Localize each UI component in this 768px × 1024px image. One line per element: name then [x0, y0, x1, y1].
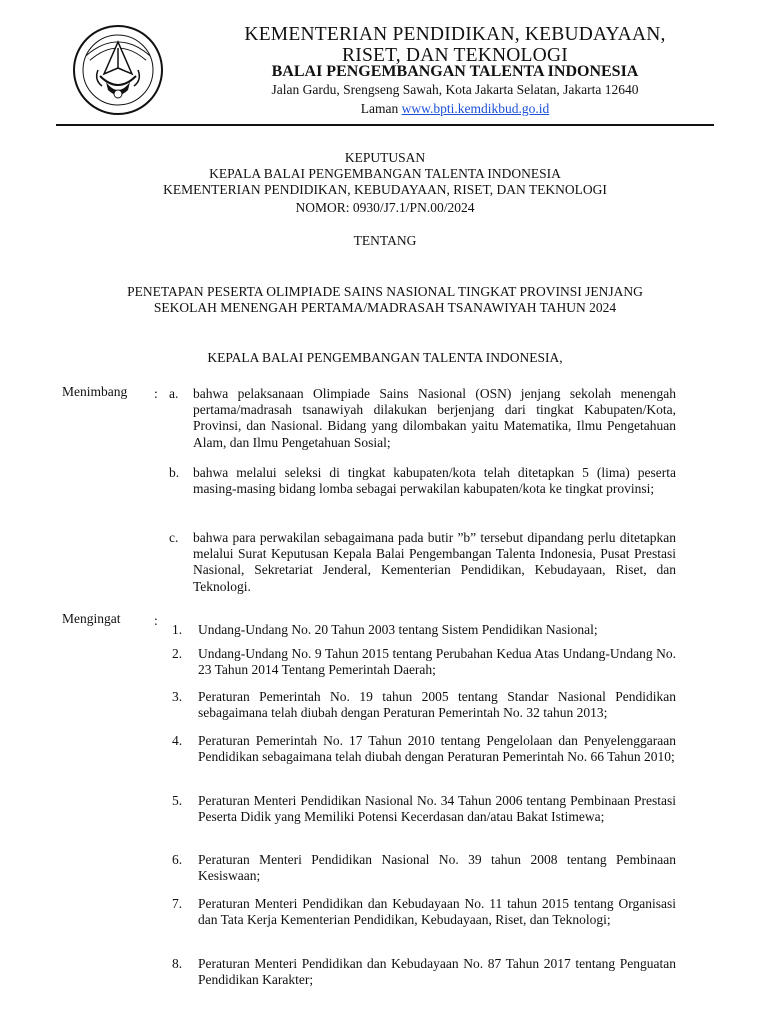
institution-name: BALAI PENGEMBANGAN TALENTA INDONESIA [271, 63, 639, 80]
mengingat-item-1: Undang-Undang No. 20 Tahun 2003 tentang Sistem Pendidikan Nasional; [198, 622, 598, 637]
menimbang-item-a: bahwa pelaksanaan Olimpiade Sains Nasional (OSN) jenjang sekolah menengah pertama/madrasah tsanawiyah dilakukan berjenjang dari tingkat Kabupaten/Kota, Provinsi, dan Nasional. Bidang yang dilombakan yaitu Matematika, Ilmu Pengetahuan Alam, dan Ilmu Pengetahuan Sosial; [193, 386, 676, 450]
website-link[interactable]: www.bpti.kemdikbud.go.id [401, 101, 550, 116]
menimbang-mark-c: c. [169, 530, 179, 545]
mengingat-item-5: Peraturan Menteri Pendidikan Nasional No. 34 Tahun 2006 tentang Pembinaan Prestasi Peserta Didik yang Memiliki Potensi Kecerdasan dan/atau Bakat Istimewa; [198, 793, 676, 825]
institution-address: Jalan Gardu, Srengseng Sawah, Kota Jakarta Selatan, Jakarta 12640 [271, 82, 639, 97]
mengingat-colon: : [154, 613, 158, 628]
decree-authority: KEPALA BALAI PENGEMBANGAN TALENTA INDONESIA, [207, 350, 563, 365]
ministry-name [200, 24, 710, 66]
menimbang-item-b: bahwa melalui seleksi di tingkat kabupaten/kota telah ditetapkan 5 (lima) peserta masing-masing bidang lomba sebagai perwakilan kabupaten/kota ke tingkat provinsi; [193, 465, 676, 497]
ministry-line-2: RISET, DAN TEKNOLOGI [342, 45, 568, 66]
menimbang-item-c: bahwa para perwakilan sebagaimana pada butir ”b” tersebut dipandang perlu ditetapkan melalui Surat Keputusan Kepala Balai Pengembangan Talenta Indonesia, Pusat Prestasi Nasional, Sekretariat Jenderal, Kementerian Pendidikan, Kebudayaan, Riset, dan Teknologi. [193, 530, 676, 594]
ministry-line-1: KEMENTERIAN PENDIDIKAN, KEBUDAYAAN, [244, 24, 666, 45]
mengingat-num-5: 5. [172, 793, 183, 808]
mengingat-num-2: 2. [172, 646, 183, 661]
decree-subject-1: PENETAPAN PESERTA OLIMPIADE SAINS NASIONAL TINGKAT PROVINSI JENJANG [127, 284, 643, 299]
decree-title: KEPUTUSAN [344, 150, 426, 165]
mengingat-item-7: Peraturan Menteri Pendidikan dan Kebudayaan No. 11 tahun 2015 tentang Organisasi dan Tata Kerja Kementerian Pendidikan, Kebudayaan, Riset, dan Teknologi; [198, 896, 676, 928]
mengingat-item-2: Undang-Undang No. 9 Tahun 2015 tentang Perubahan Kedua Atas Undang-Undang No. 23 Tahun 2014 Tentang Pemerintah Daerah; [198, 646, 676, 678]
mengingat-label: Mengingat [62, 611, 121, 626]
website-prefix: Laman [360, 101, 399, 116]
menimbang-mark-b: b. [169, 465, 180, 480]
decree-number: NOMOR: 0930/J7.1/PN.00/2024 [295, 200, 475, 215]
mengingat-num-1: 1. [172, 622, 183, 637]
mengingat-item-8: Peraturan Menteri Pendidikan dan Kebudayaan No. 87 Tahun 2017 tentang Penguatan Pendidikan Karakter; [198, 956, 676, 988]
mengingat-item-6: Peraturan Menteri Pendidikan Nasional No. 39 tahun 2008 tentang Pembinaan Kesiswaan; [198, 852, 676, 884]
menimbang-mark-a: a. [169, 386, 179, 401]
mengingat-num-3: 3. [172, 689, 183, 704]
institution-website [200, 100, 710, 118]
menimbang-colon: : [154, 386, 158, 401]
menimbang-label: Menimbang [62, 384, 128, 399]
decree-subject-2: SEKOLAH MENENGAH PERTAMA/MADRASAH TSANAWIYAH TAHUN 2024 [153, 300, 617, 315]
mengingat-num-7: 7. [172, 896, 183, 911]
mengingat-num-6: 6. [172, 852, 183, 867]
mengingat-num-4: 4. [172, 733, 183, 748]
decree-issuer-1: KEPALA BALAI PENGEMBANGAN TALENTA INDONESIA [209, 166, 561, 181]
decree-about-label: TENTANG [353, 233, 417, 248]
mengingat-item-3: Peraturan Pemerintah No. 19 tahun 2005 tentang Standar Nasional Pendidikan sebagaimana telah diubah dengan Peraturan Pemerintah No. 32 tahun 2013; [198, 689, 676, 721]
tut-wuri-handayani-logo [64, 24, 172, 116]
decree-issuer-2: KEMENTERIAN PENDIDIKAN, KEBUDAYAAN, RISET, DAN TEKNOLOGI [163, 182, 607, 197]
mengingat-num-8: 8. [172, 956, 183, 971]
letterhead-divider [56, 124, 714, 126]
mengingat-item-4: Peraturan Pemerintah No. 17 Tahun 2010 tentang Pengelolaan dan Penyelenggaraan Pendidikan sebagaimana telah diubah dengan Peraturan Pemerintah No. 66 Tahun 2010; [198, 733, 676, 765]
